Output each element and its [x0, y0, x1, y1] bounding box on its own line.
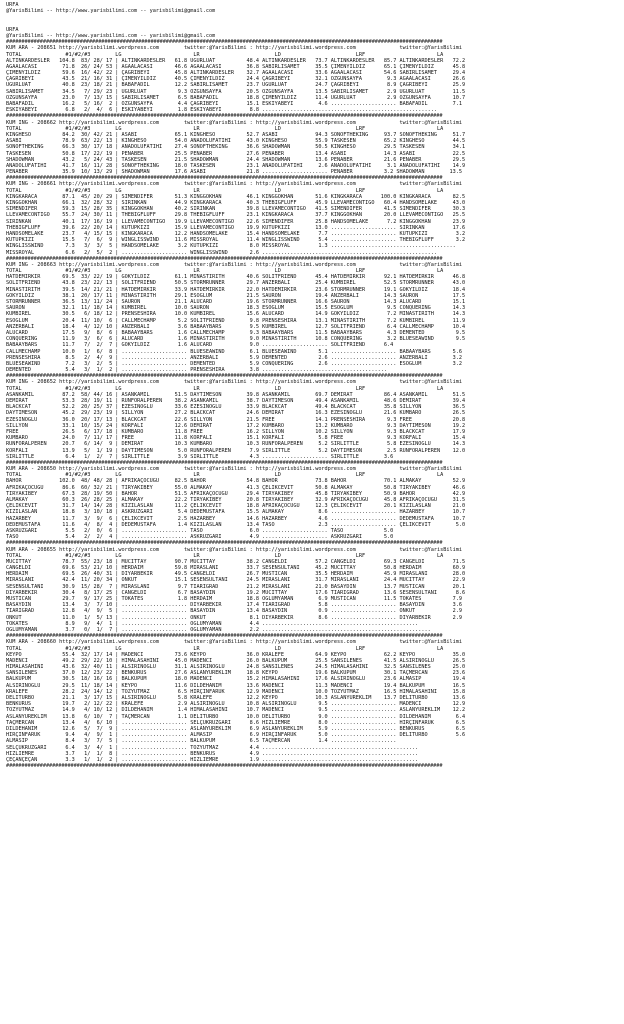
race-title-line: KUM ING - 208652 http://yarisbilimi.wordpress.com twitter:@YarisBilimi : http://yarisbilimi.wordpress.com twitter:@YarisBilimi — [6, 379, 462, 386]
race-row: KORFALI 13.9 5/ 1/ 19 | DAYTIMESON 5.0 RUNFORALPEREN 7.9 SIRLITTLE 5.2 DAYTIMESON 2.5 RUNFORALPEREN 12.0 — [6, 447, 466, 454]
race-row: SELÇUKRÜZGARI 6.4 3/ 4/ 1 | ..................... TOZYUTMAZ 4.4 .................................................. — [6, 744, 419, 751]
race-row: HANDSOMELAKE 23.7 4/ 15/ 15 | KINGKARACA 12.2 HANDSOMELAKE 15.4 HANDSOMELAKE 7.7 ..................... KUTUPKIZI 3.2 — [6, 230, 466, 237]
race-column-header: TOTAL #1/#2/#3 LG LR LD LRF LA — [6, 51, 444, 58]
separator-line: ############################################################################################################################################## — [6, 373, 443, 380]
race-title-line: KUM ARA - 208660 http://yarisbilimi.wordpress.com twitter:@YarisBilimi : http://yarisbilimi.wordpress.com twitter:@YarisBilimi — [6, 639, 462, 646]
race-block — [6, 547, 618, 640]
race-row: HIRÇINFARUK 9.4 4/ 9/ 1 | ..................... ALMASIP 6.9 HIRÇINFARUK 5.0 ..................... DELITURBO 5.6 — [6, 732, 466, 739]
race-row: DEDEMUSTAFA 11.6 4/ 8/ 4 | DEDEMUSTAFA 1.4 KIZILASLAN 13.4 TASO 2.3 ..................... ÇELIKCEVIT 5.0 — [6, 521, 466, 528]
intro-line: @YarisBilimi -- http://www.yarisbilimi.com -- yarisbilimi@gmail.com — [6, 32, 216, 39]
race-row: ESOGLUM 20.4 11/ 10/ 6 | CALLMECHAMP 5.2 SOLITFRIEND 9.8 PRENSESHIRA 13.1 MINASTIRITH 7.2 KUMBIREL 11.9 — [6, 317, 466, 324]
race-column-header: TOTAL #1/#2/#3 LG LR LD LRF LA — [6, 472, 444, 479]
race-row: MADENCI 49.2 29/ 22/ 10 | HIMALASAHINI 45.0 MADENCI 26.0 BALKÜPÜM 25.5 SANSILENES 41.5 ALSIRINOGLU 26.5 — [6, 657, 466, 664]
race-row: KINGKARACA 87.1 45/ 20/ 29 | SIMENDIFER 51.3 KINGGÖKHAN 46.1 KINGGÖKHAN 51.6 KINGKARACA 100.0 KINGKARACA 82.5 — [6, 193, 466, 200]
race-row: TOZYUTMAZ 14.9 4/ 10/ 12 | DILDEHANIM 1.4 HIMALASAHINI 10.7 MADENCI 9.5 ..................... ASLANYÜREKLIM 12.2 — [6, 707, 466, 714]
race-row: CANGELDI 69.6 53/ 21/ 10 | HERDAIM 59.8 MIRASLANI 33.7 SESENSULTANI 45.2 MUCITTAY 50.8 HERDAIM 60.9 — [6, 565, 466, 572]
separator-line: ############################################################################################################################################## — [6, 255, 443, 262]
race-row: ANZERBALI 18.4 4/ 12/ 10 | ANZERBALI 3.6 BABAAYBARS 9.5 KUMBIREL 12.7 SOLITFRIEND 6.4 CALLMECHAMP 10.4 — [6, 323, 466, 330]
race-row: BABAAYBARS 11.7 7/ 2/ 7 | GÖKYILDIZ 1.6 ALUCARD 9.0 ..................... SOLITFRIEND 6.4 — [6, 342, 394, 349]
race-block — [6, 379, 618, 466]
race-title-line: KUM ARA - 208650 http://yarisbilimi.wordpress.com twitter:@YarisBilimi : http://yarisbilimi.wordpress.com twitter:@YarisBilimi — [6, 466, 462, 473]
race-row: FREE 26.5 6/ 17/ 18 | KUMBARO 11.8 FREE 16.2 SILLYON 10.2 SILLYON 9.3 BLACKCAT 17.9 — [6, 428, 466, 435]
race-row: BAHOR 102.0 48/ 48/ 28 | AFRIKAÇOCUGU 82.5 BAHOR 54.8 BAHOR 73.8 BAHOR 70.1 ALMAKAY 52.9 — [6, 478, 466, 485]
separator-line: ############################################################################################################################################## — [6, 763, 443, 770]
race-row: UGURLUAT 40.8 23/ 18/ 21 | BABAFADIL 12.2 SABIRLISAMET 23.7 UGURLUAT 24.7 ÇAGRIBEYI 8.9 ÇAGRIBEYI 25.9 — [6, 82, 466, 89]
race-row: BABAFADIL 16.2 5/ 16/ 2 | ÖZGÜNSAYFA 4.4 ÇAGRIBEYI 15.1 ESKIYABEYI 4.6 ..................... BABAFADIL 7.1 — [6, 101, 462, 107]
separator-line: ############################################################################################################################################## — [6, 459, 443, 466]
separator-line: ############################################################################################################################################## — [6, 540, 443, 547]
race-row: ALTINKARDESLER 104.8 83/ 28/ 17 | ALTINKARDESLER 61.8 UGURLUAT 48.4 ALTINKARDESLER 73.7 ALTINKARDESLER 85.7 ALTINKARDESLER 72.2 — [6, 57, 466, 64]
race-row: ÇEÇANÇEÇAN 3.3 1/ 1/ 2 | ..................... HIZLIEMRE 1.9 .................................................. — [6, 756, 419, 763]
separator-line: ############################################################################################################################################## — [6, 175, 443, 182]
intro-line: URFA — [6, 26, 19, 33]
race-row: ALMASIP 8.4 3/ 7/ 5 | ..................... BALKÜPÜM 6.5 TAÇMERCAN 1.4 ..................... — [6, 738, 400, 745]
race-row: ASLANYÜREKLIM 13.8 6/ 10/ 7 | TAÇMERCAN 1.1 DELITURBO 10.0 DELITURBO 9.0 ..................... DILDEHANIM 6.4 — [6, 713, 466, 720]
race-row: ASKRUZGARI 5.5 2/ 0/ 6 | ..................... TASO 6.0 ..................... TASO 5.0 — [6, 527, 394, 534]
race-title-line: KUM ING - 208662 http://yarisbilimi.wordpress.com twitter:@YarisBilimi : http://yarisbilimi.wordpress.com twitter:@YarisBilimi — [6, 119, 462, 126]
race-row: AFRIKAÇOCUGU 86.6 60/ 32/ 21 | TIRYAKIBEY 55.0 ALMAKAY 41.3 ÇELIKCEVIT 50.8 ALMAKAY 50.8 TIRYAKIBEY 46.6 — [6, 484, 466, 491]
race-column-header: TOTAL #1/#2/#3 LG LR LD LRF LA — [6, 268, 444, 275]
race-list — [6, 39, 618, 769]
race-row: ÖZGÜNSAYFA 23.0 7/ 13/ 15 | SABIRLISAMET 6.5 BABAFADIL 18.8 ÇIMENYILDIZ 11.4 UGURLUAT 2.9 ÖZGÜNSAYFA 10.7 — [6, 94, 466, 101]
race-row: KINGHESO 84.2 30/ 42/ 21 | ASABI 65.1 KINGHESO 52.7 ASABI 94.3 SONOFTHEKING 93.7 SONOFTHEKING 51.7 — [6, 131, 466, 138]
race-row: STORMRUNNER 36.5 13/ 11/ 24 | SAURON 21.1 ALUCARD 19.6 STORMRUNNER 16.6 SAURON 14.3 ALUCARD 15.1 — [6, 299, 466, 305]
race-row: HATDEMIRKIR 69.5 33/ 22/ 19 | GÖKYILDIZ 61.1 MINASTIRITH 40.6 SOLITFRIEND 45.4 HATDEMIRKIR 92.1 HATDEMIRKIR 46.8 — [6, 274, 466, 281]
race-row: SHADOWMAN 43.2 5/ 24/ 43 | TASKESEN 21.5 SHADOWMAN 24.4 SHADOWMAN 13.6 PENABER 21.6 PENABER 29.5 — [6, 156, 466, 163]
race-row: MUSTICAN 29.7 9/ 17/ 25 | TOKATES 1.8 HERDAIM 18.8 OGLUMYAMAN 6.9 MUSTICAN 11.5 TOKATES 7.9 — [6, 596, 462, 602]
race-row: BLACKCAT 52.2 20/ 25/ 37 | EZESINOGLU 33.6 EZESINOGLU 33.9 BLACKCAT 49.4 BLACKCAT 35.8 SILLYON 36.5 — [6, 404, 466, 411]
document-intro — [6, 2, 618, 39]
race-row: LLEVAMECONTIGO 55.7 24/ 30/ 11 | THEBIGFLUFF 29.8 THEBIGFLUFF 23.1 KINGKARACA 37.7 KINGGÖKHAN 20.0 LLEVAMECONTIGO 25.5 — [6, 212, 466, 219]
race-row: TIARIGRAD 12.8 4/ 9/ 5 | ..................... BASAYDIN 13.4 BASAYDIN 0.9 ..................... ONKUT 2.9 — [6, 608, 462, 615]
race-row: ALUCARD 17.5 9/ 8/ 6 | BABAAYBARS 1.6 CALLMECHAMP 9.3 BABAAYBARS 11.5 BABAAYBARS 4.3 DEMENTED 9.5 — [6, 329, 466, 336]
separator-line: ############################################################################################################################################## — [6, 39, 443, 46]
race-row: KEYPO 55.4 32/ 17/ 14 | MADENCI 73.6 KEYPO 36.0 KRALEFE 64.9 KEYPO 62.2 KEYPO 35.0 — [6, 651, 466, 658]
race-row: MIRASLANI 42.4 11/ 20/ 34 | ONKUT 15.1 SESENSULTANI 24.5 MIRASLANI 31.7 MIRASLANI 24.4 MUCITTAY 22.9 — [6, 577, 466, 584]
race-row: CALLMECHAMP 10.0 1/ 6/ 8 | ..................... BLUESEAWIND 6.1 BLUESEAWIND 5.1 ..................... BABAAYBARS 5.6 — [6, 348, 462, 355]
race-row: THEBIGFLUFF 39.6 22/ 20/ 14 | KUTUPKIZI 15.9 LLEVAMECONTIGO 19.9 KUTUPKIZI 13.0 ..................... SIRINKAN 17.6 — [6, 224, 466, 231]
race-row: MINASTIRITH 39.5 14/ 21/ 21 | HATDEMIRKIR 33.9 HATDEMIRKIR 22.0 HATDEMIRKIR 23.6 STORMRUNNER 19.1 GÖKYILDIZ 18.4 — [6, 286, 466, 293]
race-row: SOLITFRIEND 43.8 23/ 22/ 13 | SOLITFRIEND 50.5 STORMRUNNER 29.7 ANZERBALI 25.4 KUMBIREL 52.5 STORMRUNNER 43.0 — [6, 280, 466, 287]
race-row: TOKATES 8.9 9/ 4/ 1 | ..................... OGLUMYAMAN 4.4 .................................................. — [6, 620, 419, 627]
race-row: PRENSESHIRA 8.5 2/ 4/ 9 | ..................... ANZERBALI 5.9 DEMENTED 2.6 ..................... ANZERBALI 3.2 — [6, 354, 462, 361]
race-row: ONKUT 11.0 1/ 5/ 13 | ..................... ONKUT 8.1 DIYARBEKIR 8.6 ..................... DIYARBEKIR 2.9 — [6, 614, 462, 621]
race-row: CONQUERING 11.9 3/ 6/ 6 | ALUCARD 1.6 MINASTIRITH 9.0 MINASTIRITH 10.8 CONQUERING 3.2 BLUESEAWIND 9.5 — [6, 336, 466, 343]
race-row: SESENSULTANI 30.9 15/ 28/ 7 | MIRASLANI 9.7 TIARIGRAD 21.2 MIRASLANI 21.0 BASAYDIN 13.7 MUSTICAN 20.1 — [6, 583, 466, 590]
race-column-header: TOTAL #1/#2/#3 LG LR LD LRF LA — [6, 125, 444, 132]
race-row: ÇELIKCEVIT 31.7 14/ 14/ 28 | KIZILASLAN 11.2 ÇELIKCEVIT 18.8 AFRIKAÇOCUGU 12.3 ÇELIKCEVIT 20.1 KIZILASLAN 21.0 — [6, 503, 466, 510]
race-row: SIRLITTLE 6.4 1/ 2/ 7 | SIRLITTLE 3.9 SIRLITTLE 4.3 ..................... SIRLITTLE 3.6 — [6, 453, 394, 460]
race-row: ANADOLUFATIHI 41.7 16/ 11/ 28 | SONOFTHEKING 18.0 TASKESEN 23.1 ANADOLUFATIHI 2.6 ANADOLUFATIHI 3.1 ANADOLUFATIHI 14.9 — [6, 162, 466, 169]
race-title-line: KUM ARA - 208651 http://yarisbilimi.wordpress.com twitter:@YarisBilimi : http://yarisbilimi.wordpress.com twitter:@YarisBilimi — [6, 45, 462, 52]
race-row: ASABI 78.9 63/ 22/ 13 | KINGHESO 54.0 ANADOLUFATIHI 43.0 KINGHESO 55.9 TASKESEN 65.2 KINGHESO 44.5 — [6, 138, 466, 145]
race-row: HIZLIEMRE 3.7 1/ 1/ 8 | ..................... BENKURUS 4.9 .................................................. — [6, 750, 419, 757]
race-row: DELITURBO 21.1 3/ 17/ 15 | ALSIRINOGLU 5.8 KRALEFE 12.2 KEYPO 10.3 ASLANYÜREKLIM 13.7 DELITURBO 13.6 — [6, 695, 466, 701]
race-row: GÖKYILDIZ 38.1 20/ 17/ 11 | MINASTIRITH 29.1 ESOGLUM 21.5 SAURON 19.4 ANZERBALI 14.3 SAURON 17.5 — [6, 292, 466, 299]
race-row: SILLYON 33.1 10/ 15/ 24 | KORFALI 12.6 DEMIRAT 17.2 KUMBARO 13.2 KUMBARO 9.3 DAYTIMESON 19.2 — [6, 422, 466, 429]
race-title-line: KUM ING - 208663 http://yarisbilimi.wordpress.com twitter:@YarisBilimi : http://yarisbilimi.wordpress.com twitter:@YarisBilimi — [6, 261, 462, 268]
race-row: HERDAIM 69.5 26/ 40/ 31 | DIYARBEKIR 49.5 CANGELDI 26.7 MUSTICAN 35.5 HERDAIM 45.9 MIRASLANI 28.0 — [6, 571, 466, 578]
race-column-header: TOTAL #1/#2/#3 LG LR LD LRF LA — [6, 552, 444, 559]
race-row: KUTUPKIZI 15.5 7/ 6/ 9 | WINGLISSWIND 11.6 MISSROYAL 11.4 WINGLISSWIND 5.4 ..................... THEBIGFLUFF 3.2 — [6, 237, 466, 244]
race-row: SANSILENES 37.0 12/ 23/ 22 | BENKURUS 27.6 ASLANYÜREKLIM 18.8 KEYPO 19.6 BALKÜPÜM 30.1 TAÇMERCAN 23.6 — [6, 670, 466, 677]
race-row: MUCITTAY 78.7 55/ 23/ 18 | MUCITTAY 90.7 MUCITTAY 38.2 CANGELDI 57.2 CANGELDI 69.3 CANGELDI 71.5 — [6, 558, 466, 565]
race-row: DEMENTED 5.4 3/ 1/ 2 | ..................... PRENSESHIRA 3.8 ........................................ — [6, 367, 388, 374]
race-row: ALMAKAY 60.3 26/ 28/ 25 | ALMAKAY 22.2 TIRYAKIBEY 20.8 TIRYAKIBEY 32.9 AFRIKAÇOCUGU 45.8 AFRIKAÇOCUGU 31.5 — [6, 497, 466, 503]
race-row: ESKIYABEYI 6.8 2/ 4/ 6 | ESKIYABEYI 1.8 ESKIYABEYI 8.8 ........................................................ — [6, 107, 437, 114]
race-row: ALSIRINOGLU 29.5 11/ 18/ 14 | KEYPO 11.6 DILDEHANIM 13.6 MADENCI 11.3 MADENCI 19.4 BALKÜPÜM 16.5 — [6, 682, 466, 689]
race-row: SABIRLISAMET 34.5 7/ 29/ 23 | UGURLUAT 9.3 ÖZGÜNSAYFA 20.5 ÖZGÜNSAYFA 13.5 SABIRLISAMET 2.9 UGURLUAT 11.5 — [6, 88, 466, 95]
race-row: SONOFTHEKING 66.3 30/ 17/ 18 | ANADOLUFATIHI 27.4 SONOFTHEKING 36.6 SHADOWMAN 50.5 KINGHESO 29.5 TASKESEN 34.1 — [6, 144, 466, 151]
race-row: WINGLISSWIND 7.3 3/ 3/ 5 | HANDSOMELAKE 3.2 KUTUPKIZI 8.0 MISSROYAL 1.3 ........................................ — [6, 243, 456, 250]
race-row: DEMIRAT 53.3 28/ 19/ 11 | RUNFORALPEREN 38.2 ASANKAMIL 38.7 DAYTIMESON 49.4 ASANKAMIL 48.6 DEMIRAT 39.4 — [6, 398, 466, 404]
race-row: HIMALASAHINI 43.6 32/ 40/ 11 | ALSIRINOGLU 31.1 ALSIRINOGLU 24.8 SANSILENES 24.5 HIMALASAHINI 32.5 SANSILENES 25.0 — [6, 664, 466, 671]
race-row: TASKESEN 50.8 17/ 22/ 19 | PENABER 25.5 PENABER 27.6 PENABER 13.4 ASABI 14.3 ASABI 22.5 — [6, 150, 466, 157]
race-block — [6, 181, 618, 261]
race-row: TIRYAKIBEY 67.3 28/ 19/ 50 | BAHOR 51.5 AFRIKAÇOCUGU 29.4 TIRYAKIBEY 45.8 TIRYAKIBEY 50.9 BAHOR 42.9 — [6, 490, 466, 497]
race-row: DIYARBEKIR 30.4 8/ 17/ 25 | CANGELDI 6.7 BASAYDIN 19.2 MUCITTAY 17.6 TIARIGRAD 13.6 SESENSULTANI 8.6 — [6, 589, 466, 596]
race-title-line: KUM ARA - 208655 http://yarisbilimi.wordpress.com twitter:@YarisBilimi : http://yarisbilimi.wordpress.com twitter:@YarisBilimi — [6, 546, 462, 553]
race-row: AGAALACASI 71.8 26/ 24/ 53 | AGAALACASI 46.6 AGAALACASI 36.8 SABIRLISAMET 35.5 ÇIMENYILDIZ 65.1 ÇIMENYILDIZ 45.8 — [6, 63, 466, 70]
race-block — [6, 639, 618, 769]
race-row: ÇAGRIBEYI 43.5 21/ 16/ 31 | ÇIMENYILDIZ 40.5 ÇIMENYILDIZ 24.4 ÇAGRIBEYI 32.1 ÖZGÜNSAYFA 9.3 AGAALACASI 26.6 — [6, 76, 466, 83]
race-row: HAZARBEY 11.7 3/ 9/ 6 | ÇELIKCEVIT 2.5 HAZARBEY 14.6 HAZARBEY 4.6 ..................... DEDEMUSTAFA 10.7 — [6, 515, 466, 522]
race-row: ASANKAMIL 87.2 58/ 44/ 16 | ASANKAMIL 51.5 DAYTIMESON 39.8 ASANKAMIL 69.7 DEMIRAT 86.4 ASANKAMIL 51.5 — [6, 391, 466, 398]
race-block — [6, 466, 618, 546]
race-block — [6, 120, 618, 182]
race-row: BALKÜPÜM 30.5 18/ 16/ 16 | BALKÜPÜM 18.0 MADENCI 15.2 HIMALASAHINI 17.6 ALSIRINOGLU 23.6 ALMASIP 19.4 — [6, 676, 466, 683]
race-row: RUNFORALPEREN 20.7 6/ 14/ 9 | DEMIRAT 10.3 KUMBARO 10.3 RUNFORALPEREN 5.2 SIRLITTLE 5.8 EZESINOGLU 14.3 — [6, 441, 466, 448]
separator-line: ############################################################################################################################################## — [6, 633, 443, 640]
race-block — [6, 262, 618, 380]
race-row: KINGGÖKHAN 66.1 32/ 28/ 32 | SIRINKAN 44.9 KINGKARACA 40.3 THEBIGFLUFF 45.9 LLEVAMECONTIGO 60.4 HANDSOMELAKE 43.0 — [6, 200, 466, 206]
race-row: BASAYDIN 13.4 3/ 7/ 10 | ..................... DIYARBEKIR 17.4 TIARIGRAD 5.8 ..................... BASAYDIN 3.6 — [6, 602, 462, 609]
race-row: EZESINOGLU 36.0 20/ 17/ 13 | BLACKCAT 22.6 SILLYON 21.5 FREE 14.1 PRENSESHIRA 9.3 FREE 20.8 — [6, 416, 466, 423]
race-row: KRALEFE 28.2 24/ 14/ 12 | TOZYUTMAZ 6.5 HIRÇINFARUK 12.9 MADENCI 10.0 TOZYUTMAZ 16.5 HIMALASAHINI 15.8 — [6, 688, 466, 695]
race-block — [6, 45, 618, 119]
race-column-header: TOTAL #1/#2/#3 LG LR LD LRF LA — [6, 385, 444, 392]
race-row: BLUESEAWIND 7.2 3/ 2/ 5 | ..................... DEMENTED 5.9 CONQUERING 2.6 ..................... ESOGLUM 3.2 — [6, 360, 462, 367]
race-row: MISSROYAL 6.6 2/ 5/ 2 | ..................... WINGLISSWIND 2.6 ........................................................ — [6, 249, 437, 256]
race-row: SAURON 32.1 11/ 18/ 14 | KUMBIREL 10.0 SAURON 18.3 ESOGLUM 15.5 ESOGLUM 9.5 CONQUERING 14.3 — [6, 305, 466, 312]
race-row: TASO 5.4 2/ 2/ 4 | ..................... ASKRUZGARI 4.9 ..................... ASKRUZGARI 5.0 — [6, 534, 394, 541]
race-row: KIZILASLAN 18.8 3/ 10/ 18 | ASKRUZGARI 5.4 DEDEMUSTAFA 15.5 ALMAKAY 8.6 ..................... HAZARBEY 10.7 — [6, 509, 466, 516]
intro-line: @YarisBilimi -- http://www.yarisbilimi.com -- yarisbilimi@gmail.com — [6, 8, 216, 15]
intro-line: URFA — [6, 2, 19, 8]
race-row: DILDEHANIM 12.6 5/ 7/ 9 | ..................... ASLANYÜREKLIM 6.9 ASLANYÜREKLIM 5.9 ..................... BENKURUS 6.5 — [6, 725, 466, 732]
race-row: SIMENDIFER 59.3 15/ 28/ 35 | KINGGÖKHAN 40.2 SIRINKAN 39.8 LLEVAMECONTIGO 41.5 SIMENDIFER 41.5 SIMENDIFER 30.3 — [6, 206, 466, 213]
race-row: ÇIMENYILDIZ 59.6 16/ 42/ 22 | ÇAGRIBEYI 45.8 ALTINKARDESLER 32.7 AGAALACASI 33.6 AGAALACASI 54.6 SABIRLISAMET 29.4 — [6, 70, 466, 77]
separator-line: ############################################################################################################################################## — [6, 113, 443, 120]
race-column-header: TOTAL #1/#2/#3 LG LR LD LRF LA — [6, 645, 444, 652]
race-row: BENKURUS 19.7 2/ 12/ 22 | KRALEFE 2.9 ALSIRINOGLU 10.8 ALSIRINOGLU 9.5 ..................... MADENCI 12.9 — [6, 701, 466, 708]
race-row: OGLUMYAMAN 3.7 0/ 1/ 7 | ..................... OGLUMYAMAN 2.2 ...................................................... — [6, 626, 431, 633]
race-row: DAYTIMESON 45.2 29/ 23/ 19 | SILLYON 27.2 BLACKCAT 24.6 DEMIRAT 16.3 EZESINOGLU 21.6 KUMBARO 26.5 — [6, 410, 466, 417]
race-row: KUMBARO 24.0 7/ 11/ 17 | FREE 11.8 KORFALI 15.1 KORFALI 5.8 FREE 9.3 KORFALI 15.4 — [6, 435, 466, 442]
race-row: PENABER 35.9 10/ 13/ 29 | SHADOWMAN 17.6 ASABI 21.8 ..................... PENABER 3.2 SHADOWMAN 13.5 — [6, 169, 462, 176]
race-title-line: KUM ING - 208661 http://yarisbilimi.wordpress.com twitter:@YarisBilimi : http://yarisbilimi.wordpress.com twitter:@YarisBilimi — [6, 181, 462, 188]
race-column-header: TOTAL #1/#2/#3 LG LR LD LRF LA — [6, 187, 444, 194]
race-row: SIRINKAN 40.1 17/ 16/ 19 | LLEVAMECONTIGO 19.9 LLEVAMECONTIGO 22.6 SIMENDIFER 25.8 HANDSOMELAKE 7.2 KINGGÖKHAN 23.9 — [6, 218, 466, 225]
race-row: TAÇMERCAN 13.4 4/ 6/ 10 | ..................... SELÇUKRÜZGARI 8.6 HIZLIEMRE 8.0 ..................... HIRÇINFARUK 6.5 — [6, 719, 466, 726]
race-row: KUMBIREL 30.5 6/ 18/ 12 | PRENSESHIRA 10.0 KUMBIREL 15.6 ALUCARD 14.9 GÖKYILDIZ 7.2 MINASTIRITH 14.3 — [6, 311, 466, 318]
